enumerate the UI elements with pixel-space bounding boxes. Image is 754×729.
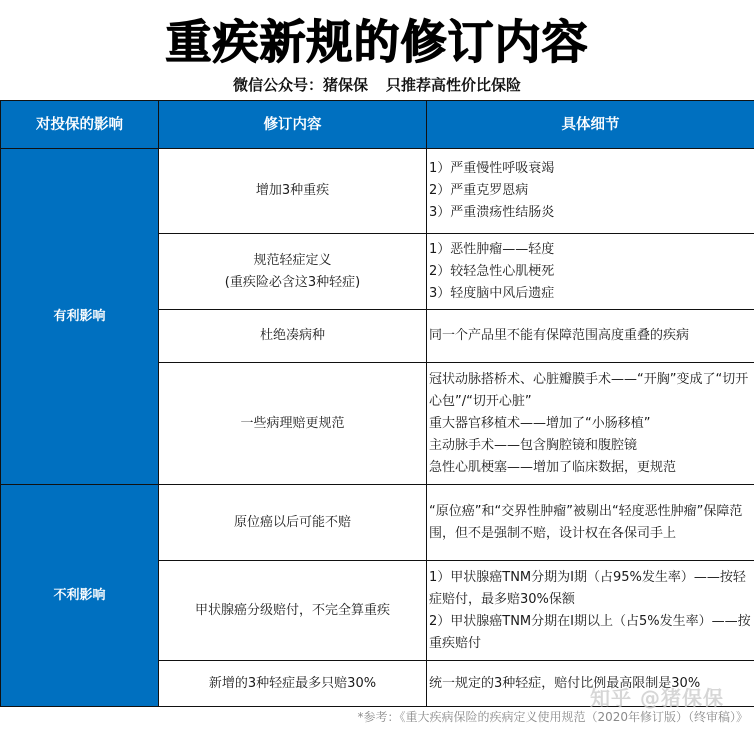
revision-text: 增加3种重疾 bbox=[255, 183, 330, 198]
details-cell bbox=[427, 363, 754, 485]
page-title: 重疾新规的修订内容 bbox=[165, 15, 589, 69]
detail-line: 急性心肌梗塞——增加了临床数据，更规范 bbox=[429, 459, 677, 475]
detail-line: “原位癌”和“交界性肿瘤”被剔出“轻度恶性肿瘤”保障范围，但不是强制不赔，设计权在各保司手上 bbox=[429, 503, 743, 541]
details-cell bbox=[427, 149, 754, 234]
detail-line: 1）严重慢性呼吸衰竭 bbox=[429, 161, 555, 176]
detail-line: 统一规定的3种轻症，赔付比例最高限制是30% bbox=[429, 675, 701, 691]
detail-line: 重大器官移植术——增加了“小肠移植” bbox=[429, 415, 651, 431]
revision-text: 原位癌以后可能不赔 bbox=[233, 514, 351, 530]
table-header-row bbox=[1, 101, 754, 149]
table-row bbox=[1, 485, 754, 561]
detail-line: 2）严重克罗恩病 bbox=[429, 183, 529, 198]
details-cell bbox=[427, 234, 754, 310]
table-row bbox=[1, 149, 754, 234]
detail-line: 2）甲状腺癌TNM分期在Ⅰ期以上（占5%发生率）——按重疾赔付 bbox=[429, 613, 751, 651]
column-header-details: 具体细节 bbox=[427, 101, 754, 149]
revision-cell bbox=[159, 561, 427, 661]
detail-line: 2）较轻急性心肌梗死 bbox=[429, 263, 555, 279]
revision-cell bbox=[159, 363, 427, 485]
subtitle-slogan: 只推荐高性价比保险 bbox=[386, 76, 522, 94]
revision-table bbox=[0, 100, 754, 707]
revision-cell bbox=[159, 149, 427, 234]
revision-text: 杜绝凑病种 bbox=[259, 328, 325, 343]
column-header-impact: 对投保的影响 bbox=[1, 101, 159, 149]
subtitle-account: 微信公众号：猪保保 bbox=[232, 76, 368, 94]
footnote-reference: *参考：《重大疾病保险的疾病定义使用规范（2020年修订版）（终审稿）》 bbox=[357, 710, 748, 724]
details-cell bbox=[427, 310, 754, 363]
revision-text: 甲状腺癌分级赔付，不完全算重疾 bbox=[194, 602, 390, 618]
revision-cell bbox=[159, 485, 427, 561]
detail-line: 1）恶性肿瘤——轻度 bbox=[429, 241, 555, 257]
revision-text: 一些病理赔更规范 bbox=[240, 415, 345, 431]
revision-cell bbox=[159, 234, 427, 310]
impact-unfavorable: 不利影响 bbox=[1, 485, 159, 707]
revision-text: 规范轻症定义 bbox=[253, 252, 332, 268]
revision-subtext: (重疾险必含这3种轻症) bbox=[224, 274, 361, 290]
detail-line: 冠状动脉搭桥术、心脏瓣膜手术——“开胸”变成了“切开心包”/“切开心脏” bbox=[429, 371, 749, 409]
watermark: 知乎 @猪保保 bbox=[590, 686, 724, 710]
revision-cell bbox=[159, 310, 427, 363]
subtitle bbox=[0, 74, 754, 95]
detail-line: 主动脉手术——包含胸腔镜和腹腔镜 bbox=[429, 437, 638, 453]
detail-line: 1）甲状腺癌TNM分期为Ⅰ期（占95%发生率）——按轻症赔付，最多赔30%保额 bbox=[429, 569, 746, 607]
details-cell bbox=[427, 561, 754, 661]
details-cell bbox=[427, 485, 754, 561]
revision-text: 新增的3种轻症最多只赔30% bbox=[208, 675, 377, 691]
impact-favorable: 有利影响 bbox=[1, 149, 159, 485]
column-header-revision: 修订内容 bbox=[159, 101, 427, 149]
detail-line: 3）轻度脑中风后遗症 bbox=[429, 285, 555, 301]
detail-line: 同一个产品里不能有保障范围高度重叠的疾病 bbox=[429, 328, 690, 343]
detail-line: 3）严重溃疡性结肠炎 bbox=[429, 205, 555, 220]
revision-cell bbox=[159, 661, 427, 707]
